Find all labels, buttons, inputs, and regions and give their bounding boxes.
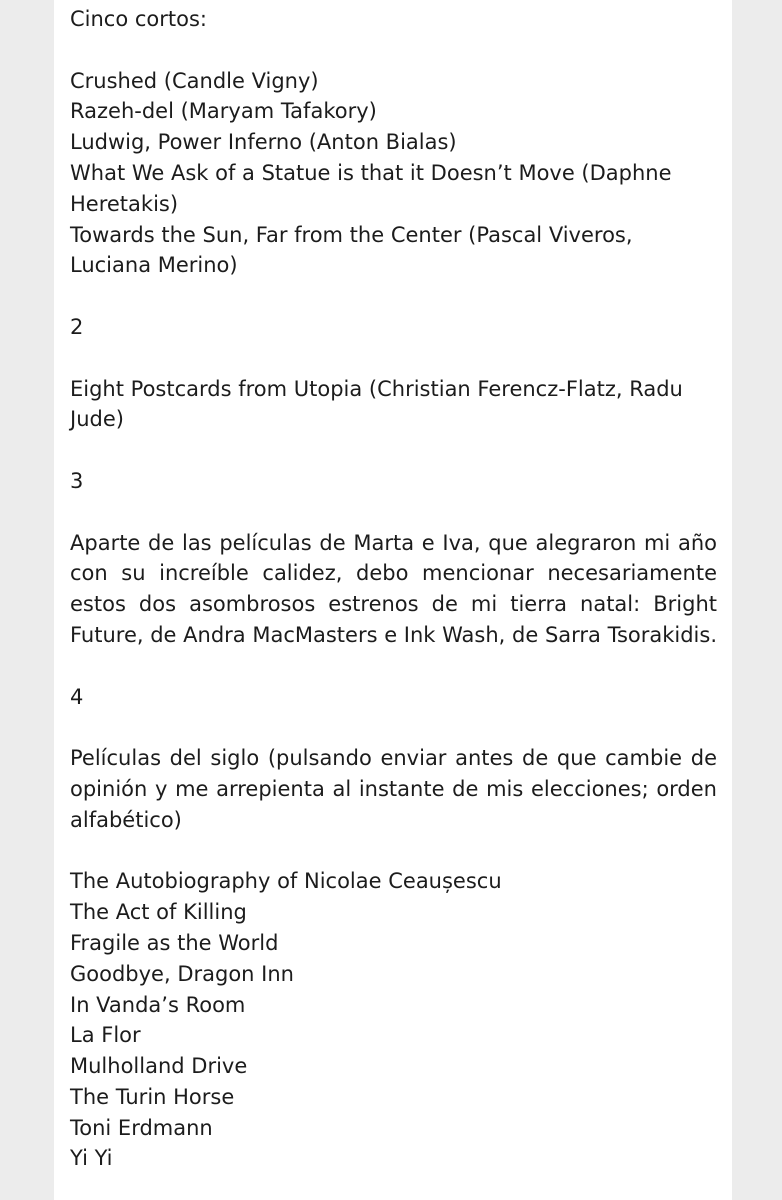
film-entry-line: Eight Postcards from Utopia (Christian Ferencz-Flatz, Radu bbox=[70, 376, 683, 401]
spacer bbox=[70, 343, 717, 374]
century-film-item: Toni Erdmann bbox=[70, 1115, 213, 1140]
section-number-3: 3 bbox=[70, 468, 84, 493]
short-film-item-continued: Heretakis) bbox=[70, 191, 179, 216]
section-3-paragraph: Aparte de las películas de Marta e Iva, que alegraron mi año con su increíble calidez, debo mencionar necesariamente estos dos asombrosos estrenos de mi tierra natal: Bright Future, de Andra MacMasters e Ink Wash, de Sarra Tsorakidis. bbox=[70, 530, 718, 647]
century-film-item: The Turin Horse bbox=[70, 1084, 235, 1109]
document-text bbox=[70, 4, 717, 1174]
century-film-item: Yi Yi bbox=[70, 1146, 113, 1171]
spacer bbox=[70, 497, 717, 528]
century-film-item: The Autobiography of Nicolae Ceaușescu bbox=[70, 869, 502, 894]
spacer bbox=[70, 651, 717, 682]
spacer bbox=[70, 836, 717, 867]
short-film-item: What We Ask of a Statue is that it Doesn’t Move (Daphne bbox=[70, 160, 672, 185]
spacer bbox=[70, 281, 717, 312]
short-film-item: Ludwig, Power Inferno (Anton Bialas) bbox=[70, 130, 457, 155]
document-page bbox=[54, 0, 732, 1200]
century-film-item: La Flor bbox=[70, 1023, 141, 1048]
section-heading-shorts: Cinco cortos: bbox=[70, 7, 208, 31]
century-film-item: Goodbye, Dragon Inn bbox=[70, 961, 294, 986]
film-entry-line: Jude) bbox=[70, 407, 124, 432]
spacer bbox=[70, 712, 717, 743]
century-film-item: Fragile as the World bbox=[70, 930, 279, 955]
short-film-item: Razeh-del (Maryam Tafakory) bbox=[70, 99, 377, 124]
short-film-item-continued: Luciana Merino) bbox=[70, 253, 238, 278]
spacer bbox=[70, 35, 717, 66]
century-film-item: In Vanda’s Room bbox=[70, 992, 246, 1017]
century-film-item: Mulholland Drive bbox=[70, 1054, 248, 1079]
spacer bbox=[70, 435, 717, 466]
section-number-2: 2 bbox=[70, 314, 84, 339]
short-film-item: Towards the Sun, Far from the Center (Pascal Viveros, bbox=[70, 222, 633, 247]
section-4-paragraph: Películas del siglo (pulsando enviar antes de que cambie de opinión y me arrepienta al instante de mis elecciones; orden alfabético) bbox=[70, 746, 717, 832]
section-number-4: 4 bbox=[70, 684, 84, 709]
short-film-item: Crushed (Candle Vigny) bbox=[70, 68, 319, 93]
century-film-item: The Act of Killing bbox=[70, 900, 247, 925]
